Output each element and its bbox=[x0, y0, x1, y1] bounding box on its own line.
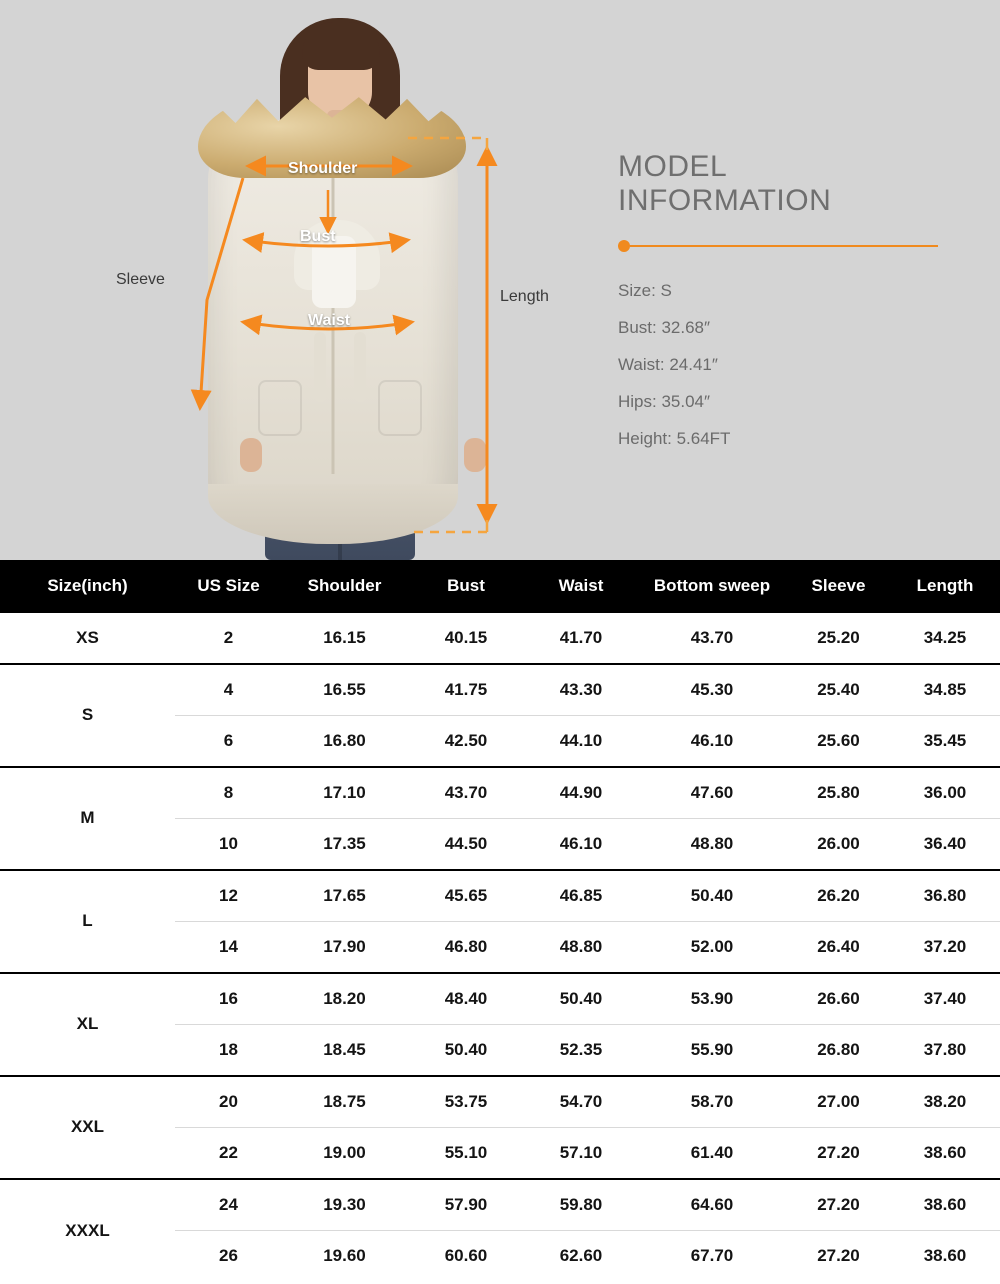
cell-size-group: XXXL bbox=[0, 1179, 175, 1282]
cell-sleeve: 27.00 bbox=[787, 1076, 890, 1128]
cell-sleeve: 25.80 bbox=[787, 767, 890, 819]
cell-us-size: 16 bbox=[175, 973, 282, 1025]
table-row bbox=[0, 870, 1000, 922]
cell-bust: 57.90 bbox=[407, 1179, 525, 1231]
cell-bottom-sweep: 53.90 bbox=[637, 973, 787, 1025]
size-table-body bbox=[0, 612, 1000, 1282]
cell-bottom-sweep: 47.60 bbox=[637, 767, 787, 819]
cell-bottom-sweep: 45.30 bbox=[637, 664, 787, 716]
cell-shoulder: 17.10 bbox=[282, 767, 407, 819]
cell-us-size: 24 bbox=[175, 1179, 282, 1231]
hero-section bbox=[0, 0, 1000, 560]
cell-length: 36.40 bbox=[890, 818, 1000, 870]
cell-bust: 41.75 bbox=[407, 664, 525, 716]
cell-shoulder: 17.65 bbox=[282, 870, 407, 922]
cell-shoulder: 18.75 bbox=[282, 1076, 407, 1128]
th-waist: Waist bbox=[525, 560, 637, 612]
cell-size-group: L bbox=[0, 870, 175, 973]
table-row bbox=[0, 664, 1000, 716]
cell-length: 35.45 bbox=[890, 715, 1000, 767]
cell-bust: 53.75 bbox=[407, 1076, 525, 1128]
th-us-size: US Size bbox=[175, 560, 282, 612]
size-table-wrapper bbox=[0, 560, 1000, 1282]
cell-bottom-sweep: 43.70 bbox=[637, 612, 787, 664]
cell-length: 38.60 bbox=[890, 1230, 1000, 1282]
cell-us-size: 8 bbox=[175, 767, 282, 819]
model-photo bbox=[170, 0, 530, 560]
inner-shirt bbox=[312, 236, 356, 308]
cell-length: 34.25 bbox=[890, 612, 1000, 664]
label-bust: Bust bbox=[300, 228, 336, 245]
cell-shoulder: 16.80 bbox=[282, 715, 407, 767]
cell-waist: 43.30 bbox=[525, 664, 637, 716]
cell-bottom-sweep: 46.10 bbox=[637, 715, 787, 767]
drawstring-right bbox=[354, 332, 366, 402]
cell-shoulder: 19.00 bbox=[282, 1127, 407, 1179]
th-length: Length bbox=[890, 560, 1000, 612]
cell-length: 36.00 bbox=[890, 767, 1000, 819]
cell-us-size: 14 bbox=[175, 921, 282, 973]
cell-bottom-sweep: 61.40 bbox=[637, 1127, 787, 1179]
cell-shoulder: 16.55 bbox=[282, 664, 407, 716]
cell-waist: 41.70 bbox=[525, 612, 637, 664]
cell-shoulder: 19.60 bbox=[282, 1230, 407, 1282]
cell-sleeve: 25.60 bbox=[787, 715, 890, 767]
cell-size-group: XL bbox=[0, 973, 175, 1076]
cell-bottom-sweep: 55.90 bbox=[637, 1024, 787, 1076]
th-size-inch: Size(inch) bbox=[0, 560, 175, 612]
table-row bbox=[0, 767, 1000, 819]
cell-shoulder: 16.15 bbox=[282, 612, 407, 664]
cell-shoulder: 19.30 bbox=[282, 1179, 407, 1231]
coat-zipper bbox=[332, 144, 335, 474]
cell-bust: 45.65 bbox=[407, 870, 525, 922]
cell-waist: 46.10 bbox=[525, 818, 637, 870]
cell-sleeve: 26.00 bbox=[787, 818, 890, 870]
model-hand-left bbox=[240, 438, 262, 472]
cell-waist: 57.10 bbox=[525, 1127, 637, 1179]
cell-sleeve: 27.20 bbox=[787, 1230, 890, 1282]
cell-sleeve: 26.40 bbox=[787, 921, 890, 973]
cell-us-size: 10 bbox=[175, 818, 282, 870]
cell-size-group: XS bbox=[0, 612, 175, 664]
cell-size-group: M bbox=[0, 767, 175, 870]
th-bust: Bust bbox=[407, 560, 525, 612]
cell-length: 36.80 bbox=[890, 870, 1000, 922]
label-waist: Waist bbox=[308, 312, 351, 329]
cell-length: 38.20 bbox=[890, 1076, 1000, 1128]
table-row bbox=[0, 1076, 1000, 1128]
size-table bbox=[0, 560, 1000, 1282]
cell-size-group: S bbox=[0, 664, 175, 767]
label-sleeve: Sleeve bbox=[116, 271, 165, 288]
model-info-title-line2: INFORMATION bbox=[618, 184, 832, 217]
cell-shoulder: 18.20 bbox=[282, 973, 407, 1025]
cell-bottom-sweep: 67.70 bbox=[637, 1230, 787, 1282]
model-hand-right bbox=[464, 438, 486, 472]
cell-waist: 46.85 bbox=[525, 870, 637, 922]
cell-bust: 46.80 bbox=[407, 921, 525, 973]
cell-bust: 50.40 bbox=[407, 1024, 525, 1076]
model-info-height: Height: 5.64FT bbox=[618, 429, 731, 448]
model-info-size: Size: S bbox=[618, 281, 672, 300]
cell-sleeve: 25.20 bbox=[787, 612, 890, 664]
cell-sleeve: 27.20 bbox=[787, 1179, 890, 1231]
cell-waist: 44.90 bbox=[525, 767, 637, 819]
cell-us-size: 18 bbox=[175, 1024, 282, 1076]
cell-us-size: 20 bbox=[175, 1076, 282, 1128]
cell-waist: 62.60 bbox=[525, 1230, 637, 1282]
table-row bbox=[0, 1179, 1000, 1231]
cell-waist: 44.10 bbox=[525, 715, 637, 767]
cell-waist: 54.70 bbox=[525, 1076, 637, 1128]
cell-us-size: 6 bbox=[175, 715, 282, 767]
cell-bottom-sweep: 58.70 bbox=[637, 1076, 787, 1128]
cell-shoulder: 17.35 bbox=[282, 818, 407, 870]
cell-waist: 50.40 bbox=[525, 973, 637, 1025]
table-row bbox=[0, 973, 1000, 1025]
th-shoulder: Shoulder bbox=[282, 560, 407, 612]
cell-bust: 60.60 bbox=[407, 1230, 525, 1282]
cell-us-size: 4 bbox=[175, 664, 282, 716]
cell-bottom-sweep: 52.00 bbox=[637, 921, 787, 973]
th-sleeve: Sleeve bbox=[787, 560, 890, 612]
cell-bust: 55.10 bbox=[407, 1127, 525, 1179]
cell-us-size: 12 bbox=[175, 870, 282, 922]
model-info-bust: Bust: 32.68″ bbox=[618, 318, 711, 337]
pocket-left bbox=[258, 380, 302, 436]
cell-sleeve: 26.80 bbox=[787, 1024, 890, 1076]
cell-waist: 59.80 bbox=[525, 1179, 637, 1231]
cell-bottom-sweep: 50.40 bbox=[637, 870, 787, 922]
cell-length: 38.60 bbox=[890, 1127, 1000, 1179]
cell-length: 37.80 bbox=[890, 1024, 1000, 1076]
divider-dot-icon bbox=[618, 240, 630, 252]
cell-shoulder: 17.90 bbox=[282, 921, 407, 973]
model-information-panel bbox=[618, 150, 958, 457]
cell-bust: 42.50 bbox=[407, 715, 525, 767]
model-info-divider bbox=[618, 240, 958, 252]
cell-length: 37.40 bbox=[890, 973, 1000, 1025]
model-info-hips: Hips: 35.04″ bbox=[618, 392, 711, 411]
cell-bust: 48.40 bbox=[407, 973, 525, 1025]
cell-bottom-sweep: 48.80 bbox=[637, 818, 787, 870]
cell-sleeve: 26.60 bbox=[787, 973, 890, 1025]
cell-us-size: 26 bbox=[175, 1230, 282, 1282]
model-hair-front bbox=[302, 22, 380, 70]
model-info-waist: Waist: 24.41″ bbox=[618, 355, 718, 374]
cell-length: 34.85 bbox=[890, 664, 1000, 716]
cell-bust: 40.15 bbox=[407, 612, 525, 664]
th-bottom-sweep: Bottom sweep bbox=[637, 560, 787, 612]
cell-size-group: XXL bbox=[0, 1076, 175, 1179]
cell-length: 38.60 bbox=[890, 1179, 1000, 1231]
label-length: Length bbox=[500, 288, 549, 305]
model-info-title bbox=[618, 150, 958, 218]
divider-bar bbox=[630, 245, 938, 247]
cell-sleeve: 27.20 bbox=[787, 1127, 890, 1179]
cell-sleeve: 26.20 bbox=[787, 870, 890, 922]
cell-sleeve: 25.40 bbox=[787, 664, 890, 716]
cell-bottom-sweep: 64.60 bbox=[637, 1179, 787, 1231]
cell-us-size: 2 bbox=[175, 612, 282, 664]
cell-us-size: 22 bbox=[175, 1127, 282, 1179]
model-info-title-line1: MODEL bbox=[618, 150, 728, 183]
cell-bust: 44.50 bbox=[407, 818, 525, 870]
cell-bust: 43.70 bbox=[407, 767, 525, 819]
cell-waist: 48.80 bbox=[525, 921, 637, 973]
table-row bbox=[0, 612, 1000, 664]
label-shoulder: Shoulder bbox=[288, 160, 358, 177]
table-header-row bbox=[0, 560, 1000, 612]
drawstring-left bbox=[314, 332, 326, 402]
cell-shoulder: 18.45 bbox=[282, 1024, 407, 1076]
cell-length: 37.20 bbox=[890, 921, 1000, 973]
pocket-right bbox=[378, 380, 422, 436]
cell-waist: 52.35 bbox=[525, 1024, 637, 1076]
